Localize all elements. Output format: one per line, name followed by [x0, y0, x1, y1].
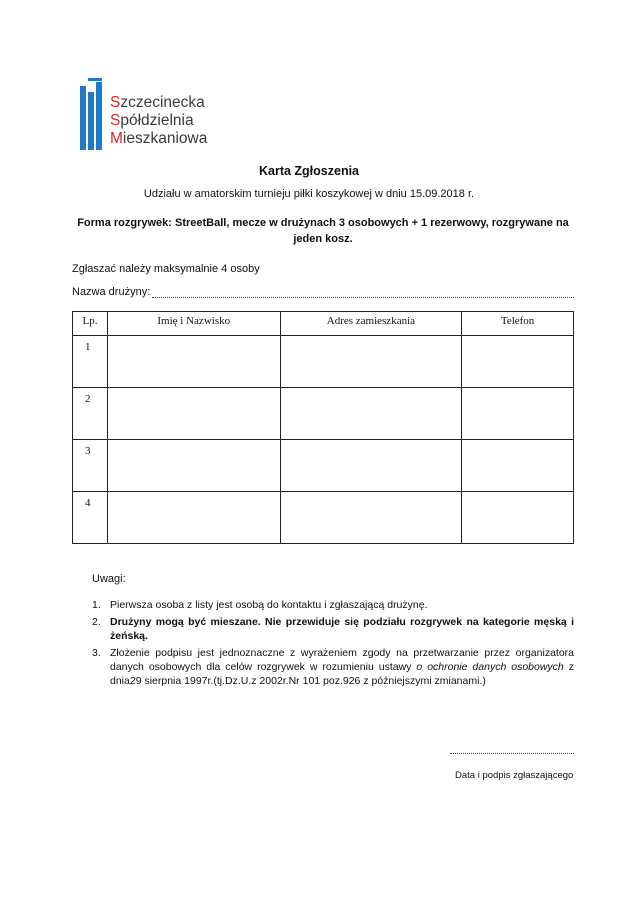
notes-list [92, 598, 574, 691]
max-persons-note: Zgłaszać należy maksymalnie 4 osoby [72, 263, 260, 275]
header-phone: Telefon [462, 312, 574, 336]
team-name-field[interactable] [72, 286, 574, 298]
name-cell[interactable] [107, 388, 280, 440]
phone-cell[interactable] [462, 336, 574, 388]
notes-title: Uwagi: [92, 573, 126, 585]
phone-cell[interactable] [462, 440, 574, 492]
team-name-label: Nazwa drużyny: [72, 286, 151, 298]
competition-format: Forma rozgrywek: StreetBall, mecze w drużynach 3 osobowych + 1 rezerwowy, rozgrywane na jeden kosz. [77, 217, 569, 245]
row-number: 4 [73, 492, 108, 544]
logo [78, 78, 268, 154]
name-cell[interactable] [107, 336, 280, 388]
note-text: Pierwsza osoba z listy jest osobą do kontaktu i zgłaszającą drużynę. [110, 599, 428, 611]
table-row [73, 336, 574, 388]
list-item [92, 646, 574, 688]
header-name: Imię i Nazwisko [107, 312, 280, 336]
row-number: 3 [73, 440, 108, 492]
registration-table [72, 311, 574, 544]
table-row [73, 492, 574, 544]
team-name-dotted-line[interactable] [152, 287, 574, 298]
note-number: 2. [92, 616, 101, 628]
subtitle: Udziału w amatorskim turnieju piłki koszykowej w dniu 15.09.2018 r. [143, 188, 475, 200]
note-number: 3. [92, 647, 101, 659]
name-cell[interactable] [107, 492, 280, 544]
header-lp: Lp. [73, 312, 108, 336]
table-row [73, 388, 574, 440]
header-address: Adres zamieszkania [280, 312, 462, 336]
row-number: 1 [73, 336, 108, 388]
signature-dotted-line[interactable] [450, 745, 574, 754]
note-number: 1. [92, 599, 101, 611]
list-item [92, 598, 574, 612]
note-text-part1: Złożenie podpisu jest jednoznaczne z wyrażeniem zgody na przetwarzanie przez organizatora danych osobowych dla celów rozgrywek w rozumieniu ustawy [110, 647, 574, 673]
row-number: 2 [73, 388, 108, 440]
list-item [92, 615, 574, 643]
address-cell[interactable] [280, 336, 462, 388]
note-text-part2: z dnia29 sierpnia 1997r.(tj.Dz.U.z 2002r.Nr 101 poz.926 z późniejszymi zmianami.) [110, 661, 574, 687]
phone-cell[interactable] [462, 388, 574, 440]
table-header-row [73, 312, 574, 336]
table-row [73, 440, 574, 492]
signature-label: Data i podpis zgłaszającego [455, 770, 574, 781]
address-cell[interactable] [280, 388, 462, 440]
note-text [110, 646, 574, 688]
page-title: Karta Zgłoszenia [258, 164, 360, 178]
phone-cell[interactable] [462, 492, 574, 544]
logo-text: Szczecinecka Spółdzielnia Mieszkaniowa [110, 94, 208, 147]
building-logo-icon [78, 78, 108, 150]
note-law-name: o ochronie danych osobowych [416, 661, 564, 673]
address-cell[interactable] [280, 492, 462, 544]
address-cell[interactable] [280, 440, 462, 492]
name-cell[interactable] [107, 440, 280, 492]
note-text: Drużyny mogą być mieszane. Nie przewiduje się podziału rozgrywek na kategorie męską i żeńską. [110, 616, 574, 642]
